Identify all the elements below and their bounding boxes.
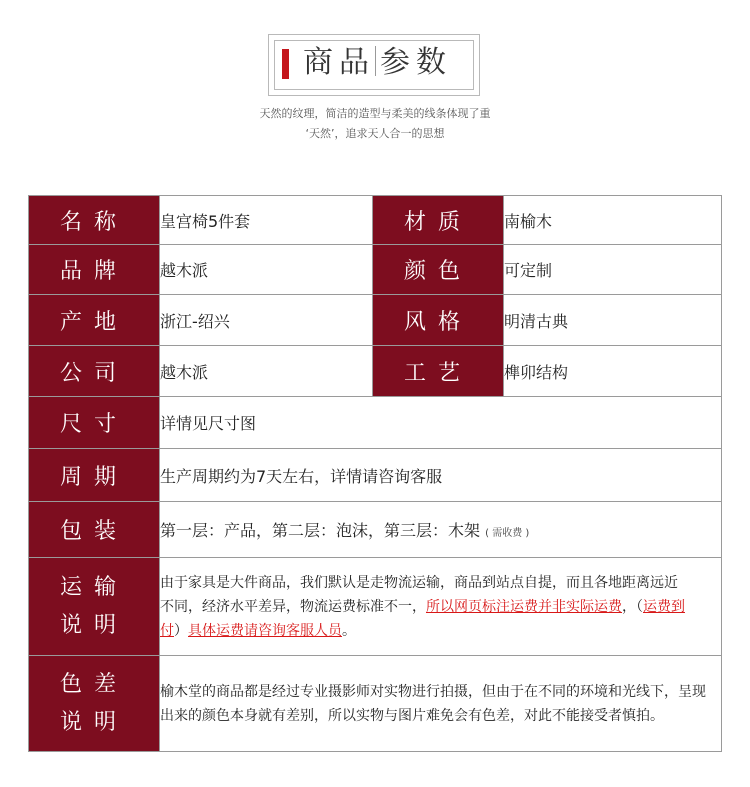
- label-period: 周期: [29, 449, 160, 502]
- label-color-diff-line1: 色差: [59, 671, 128, 697]
- section-title: [303, 41, 452, 85]
- shipping-end: 。: [342, 622, 356, 639]
- shipping-red-note-3: 具体运费请咨询客服人员: [188, 622, 342, 639]
- title-divider: [375, 46, 376, 76]
- value-packing: [160, 502, 722, 558]
- value-name: 皇宫椅5件套: [160, 196, 373, 245]
- value-shipping: [160, 558, 722, 656]
- label-company: 公司: [29, 346, 160, 397]
- label-name: 名称: [29, 196, 160, 245]
- title-left: 商品: [303, 45, 375, 80]
- value-color: 可定制: [504, 245, 722, 295]
- shipping-red-note-1: 所以网页标注运费并非实际运费: [426, 598, 622, 615]
- shipping-red-note-2: 运费到付: [160, 598, 685, 639]
- value-brand: 越木派: [160, 245, 373, 295]
- table-row: [29, 502, 722, 558]
- table-row: [29, 346, 722, 397]
- label-packing: 包装: [29, 502, 160, 558]
- value-color-diff: 榆木堂的商品都是经过专业摄影师对实物进行拍摄，但由于在不同的环境和光线下，呈现出来的颜色本身就有差别，所以实物与图片难免会有色差，对此不能接受者慎拍。: [160, 656, 722, 752]
- table-row: [29, 295, 722, 346]
- subtitle-line-1: 天然的纹理，简洁的造型与柔美的线条体现了重: [259, 107, 491, 120]
- value-material: 南榆木: [504, 196, 722, 245]
- subtitle-line-2: ‘天然’，追求天人合一的思想: [305, 127, 445, 140]
- table-row: [29, 196, 722, 245]
- value-period: 生产周期约为7天左右，详情请咨询客服: [160, 449, 722, 502]
- title-accent-bar: [282, 49, 289, 79]
- table-row: [29, 449, 722, 502]
- product-params-table: [28, 195, 722, 752]
- label-color-diff: [29, 656, 160, 752]
- table-row: [29, 397, 722, 449]
- packing-note: ( 需收费 ): [485, 528, 530, 539]
- label-color-diff-line2: 说明: [59, 709, 128, 735]
- value-size: 详情见尺寸图: [160, 397, 722, 449]
- label-color: 颜色: [373, 245, 504, 295]
- label-style: 风格: [373, 295, 504, 346]
- value-craft: 榫卯结构: [504, 346, 722, 397]
- label-size: 尺寸: [29, 397, 160, 449]
- shipping-mid-1: ，（: [622, 598, 643, 615]
- label-origin: 产地: [29, 295, 160, 346]
- title-right: 参数: [380, 45, 452, 80]
- table-row: [29, 558, 722, 656]
- table-row: [29, 245, 722, 295]
- label-shipping-line2: 说明: [59, 612, 128, 638]
- value-style: 明清古典: [504, 295, 722, 346]
- label-craft: 工艺: [373, 346, 504, 397]
- shipping-text: 由于家具是大件商品，我们默认是走物流运输，商品到站点自提，而且各地距离远近不同，经济水平差异，物流运费标准不一，: [160, 574, 678, 615]
- packing-text: 第一层：产品，第二层：泡沫，第三层：木架: [160, 521, 481, 540]
- table-row: [29, 656, 722, 752]
- section-title-box: [268, 34, 480, 96]
- value-origin: 浙江-绍兴: [160, 295, 373, 346]
- label-shipping-line1: 运输: [59, 574, 128, 600]
- label-shipping: [29, 558, 160, 656]
- value-company: 越木派: [160, 346, 373, 397]
- label-brand: 品牌: [29, 245, 160, 295]
- shipping-mid-2: ）: [174, 622, 188, 639]
- label-material: 材质: [373, 196, 504, 245]
